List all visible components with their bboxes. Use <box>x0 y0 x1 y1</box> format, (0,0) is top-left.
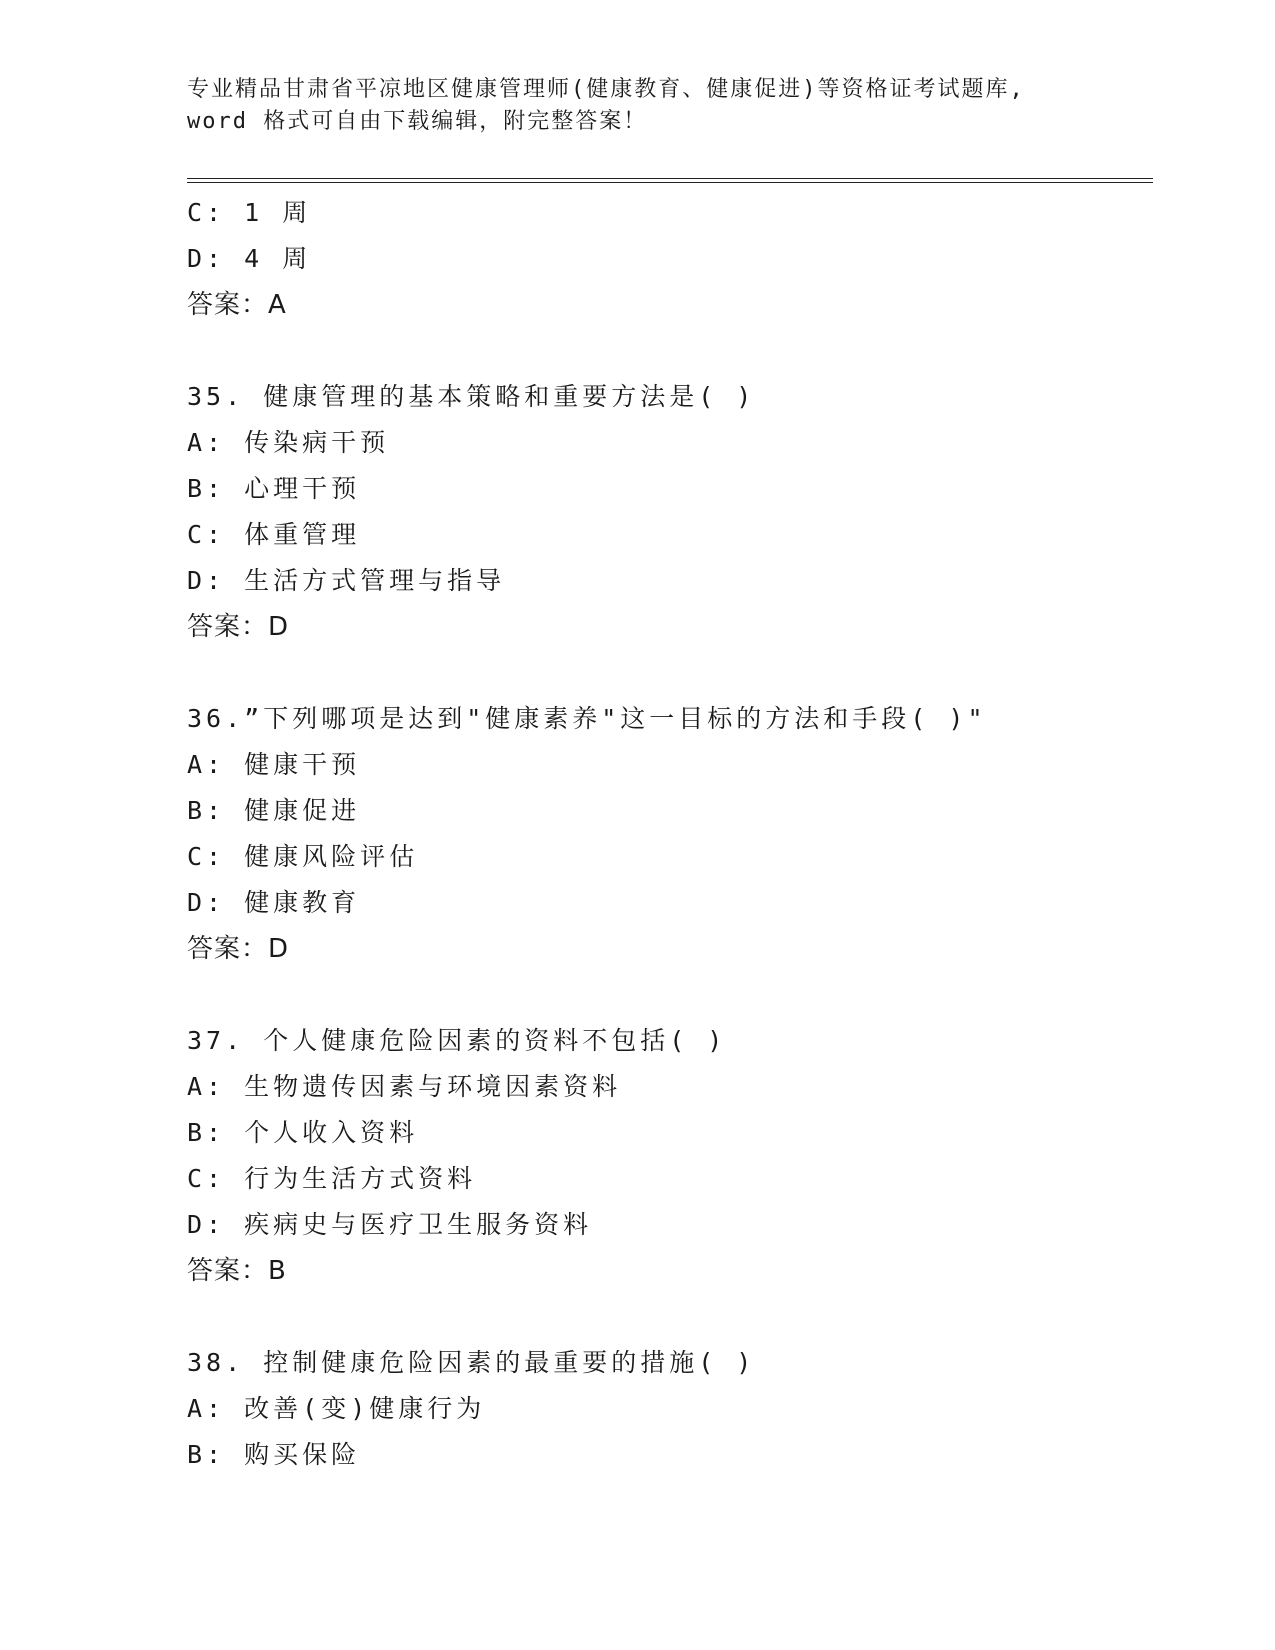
question-37 <box>187 1018 1153 1294</box>
spacer <box>187 328 1153 374</box>
spacer <box>187 1294 1153 1340</box>
question-stem: 38. 控制健康危险因素的最重要的措施( ) <box>187 1348 756 1377</box>
answer-line: 答案：A <box>187 290 287 320</box>
option-d: D: 疾病史与医疗卫生服务资料 <box>187 1210 593 1239</box>
option-d: D: 健康教育 <box>187 888 361 917</box>
option-b: B: 购买保险 <box>187 1440 361 1469</box>
question-list <box>187 190 1153 1478</box>
header-divider <box>187 178 1153 183</box>
spacer <box>187 650 1153 696</box>
option-a: A: 健康干预 <box>187 750 361 779</box>
option-c: C: 健康风险评估 <box>187 842 419 871</box>
question-36 <box>187 696 1153 972</box>
spacer <box>187 972 1153 1018</box>
answer-line: 答案：D <box>187 934 290 964</box>
option-c: C: 行为生活方式资料 <box>187 1164 477 1193</box>
option-c: C: 体重管理 <box>187 520 361 549</box>
question-35 <box>187 374 1153 650</box>
document-header <box>187 74 1087 138</box>
question-38 <box>187 1340 1153 1478</box>
option-b: B: 个人收入资料 <box>187 1118 419 1147</box>
answer-line: 答案：D <box>187 612 290 642</box>
question-stem: 37. 个人健康危险因素的资料不包括( ) <box>187 1026 727 1055</box>
answer-line: 答案：B <box>187 1256 287 1286</box>
question-stem: 36.”下列哪项是达到"健康素养"这一目标的方法和手段( )" <box>187 704 987 733</box>
option-d: D: 4 周 <box>187 244 312 273</box>
header-title-line-1: 专业精品甘肃省平凉地区健康管理师(健康教育、健康促进)等资格证考试题库, <box>187 77 1025 102</box>
option-a: A: 生物遗传因素与环境因素资料 <box>187 1072 622 1101</box>
option-a: A: 传染病干预 <box>187 428 390 457</box>
option-b: B: 健康促进 <box>187 796 361 825</box>
option-b: B: 心理干预 <box>187 474 361 503</box>
carryover-block <box>187 190 1153 328</box>
option-d: D: 生活方式管理与指导 <box>187 566 506 595</box>
header-title-line-2: word 格式可自由下载编辑，附完整答案！ <box>187 109 648 134</box>
option-c: C: 1 周 <box>187 198 312 227</box>
question-stem: 35. 健康管理的基本策略和重要方法是( ) <box>187 382 756 411</box>
option-a: A: 改善(变)健康行为 <box>187 1394 486 1423</box>
